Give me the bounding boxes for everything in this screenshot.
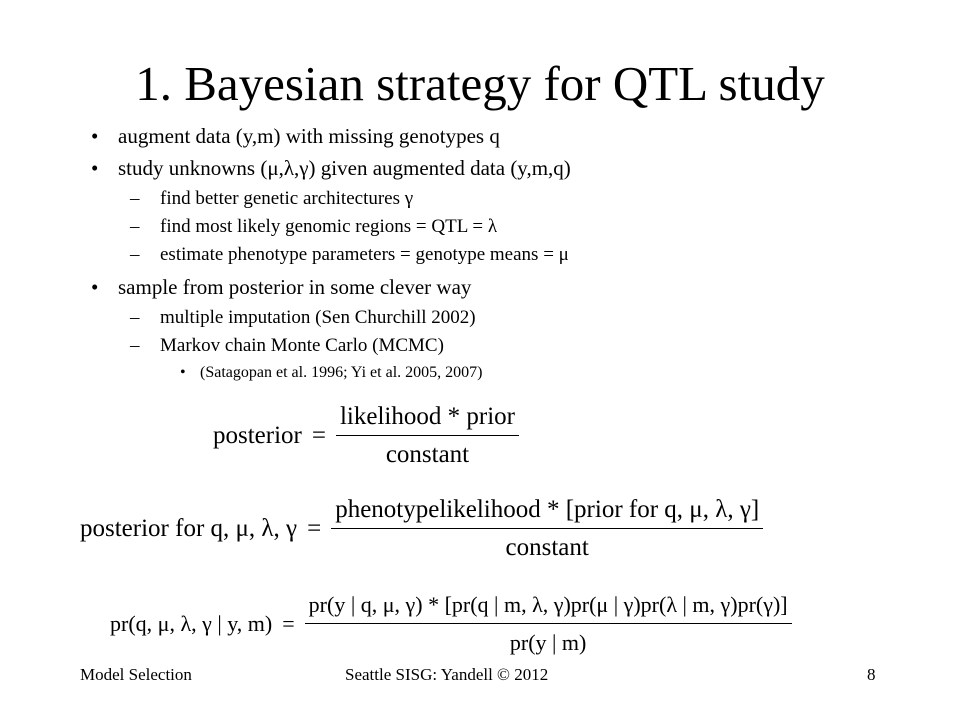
sub-bullet-item: Markov chain Monte Carlo (MCMC) — [160, 335, 444, 356]
fraction-numerator: likelihood * prior — [336, 402, 519, 436]
formula-pr — [110, 590, 792, 658]
bullet-item: study unknowns (μ,λ,γ) given augmented data (y,m,q) — [118, 156, 571, 180]
fraction-denominator: pr(y | m) — [509, 630, 587, 655]
sub-bullet-item: multiple imputation (Sen Churchill 2002) — [160, 307, 476, 328]
formula-lhs: pr(q, μ, λ, γ | y, m) — [110, 611, 273, 636]
slide-title: 1. Bayesian strategy for QTL study — [135, 56, 825, 111]
fraction-denominator: constant — [385, 441, 470, 468]
bullet-marker: • — [91, 275, 99, 299]
bullet-marker: • — [91, 124, 99, 148]
footer-left: Model Selection — [80, 665, 192, 684]
fraction — [305, 590, 792, 658]
sub-sub-bullet-item: (Satagopan et al. 1996; Yi et al. 2005, 2007) — [200, 364, 483, 381]
formula-lhs: posterior — [213, 422, 302, 449]
bullet-item: augment data (y,m) with missing genotypes q — [118, 124, 500, 148]
dash-marker: – — [130, 307, 140, 328]
sub-bullet-item: find better genetic architectures γ — [160, 188, 414, 209]
fraction — [331, 495, 763, 563]
formula-lhs: posterior for q, μ, λ, γ — [80, 515, 298, 542]
small-bullet-marker: • — [180, 364, 186, 381]
bullet-item: sample from posterior in some clever way — [118, 275, 472, 299]
fraction-denominator: constant — [505, 534, 589, 561]
page-number: 8 — [867, 665, 876, 684]
formula-posterior-for — [80, 495, 763, 563]
sub-bullet-item: find most likely genomic regions = QTL = λ — [160, 216, 498, 237]
dash-marker: – — [130, 188, 140, 209]
bullet-marker: • — [91, 156, 99, 180]
fraction-numerator: phenotypelikelihood * [prior for q, μ, λ, γ] — [331, 495, 763, 529]
dash-marker: – — [130, 216, 140, 237]
formula-posterior — [213, 402, 519, 470]
footer-center: Seattle SISG: Yandell © 2012 — [345, 665, 549, 684]
sub-bullet-item: estimate phenotype parameters = genotype means = μ — [160, 244, 569, 265]
equals-sign: = — [311, 422, 326, 449]
fraction — [336, 402, 519, 470]
equals-sign: = — [307, 515, 322, 542]
equals-sign: = — [282, 611, 295, 636]
dash-marker: – — [130, 335, 140, 356]
fraction-numerator: pr(y | q, μ, γ) * [pr(q | m, λ, γ)pr(μ | γ)pr(λ | m, γ)pr(γ)] — [305, 590, 792, 624]
dash-marker: – — [130, 244, 140, 265]
